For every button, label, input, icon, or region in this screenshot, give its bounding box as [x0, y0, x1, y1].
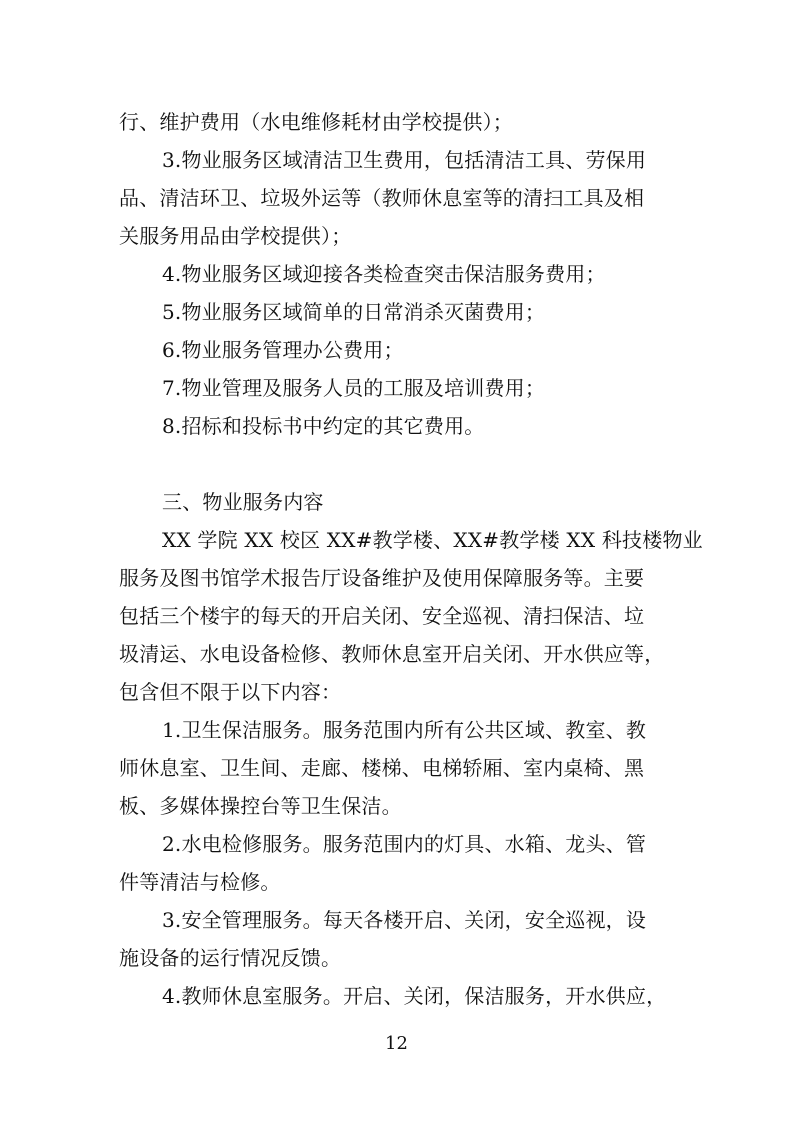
text-line: 3.安全管理服务。每天各楼开启、关闭，安全巡视，设	[162, 908, 647, 932]
text-line: 8.招标和投标书中约定的其它费用。	[162, 414, 485, 438]
text-line: 7.物业管理及服务人员的工服及培训费用；	[162, 376, 546, 400]
text-line: 5.物业服务区域简单的日常消杀灭菌费用；	[162, 300, 546, 324]
page-number: 12	[385, 1033, 408, 1054]
text-line: 6.物业服务管理办公费用；	[162, 338, 404, 362]
text-line: 包含但不限于以下内容：	[119, 680, 342, 704]
text-line: 4.教师休息室服务。开启、关闭，保洁服务，开水供应，	[162, 984, 667, 1008]
text-line: 件等清洁与检修。	[119, 870, 281, 894]
text-line: 品、清洁环卫、垃圾外运等（教师休息室等的清扫工具及相	[119, 186, 645, 210]
text-line: 板、多媒体操控台等卫生保洁。	[119, 794, 402, 818]
text-line: 关服务用品由学校提供）；	[119, 224, 352, 248]
text-line: XX 学院 XX 校区 XX#教学楼、XX#教学楼 XX 科技楼物业	[162, 528, 703, 552]
text-line: 4.物业服务区域迎接各类检查突击保洁服务费用；	[162, 262, 606, 286]
text-line: 圾清运、水电设备检修、教师休息室开启关闭、开水供应等，	[119, 642, 665, 666]
section-heading: 三、物业服务内容	[162, 490, 324, 514]
text-line: 师休息室、卫生间、走廊、楼梯、电梯轿厢、室内桌椅、黑	[119, 756, 645, 780]
text-line: 3.物业服务区域清洁卫生费用，包括清洁工具、劳保用	[162, 148, 647, 172]
text-line: 2.水电检修服务。服务范围内的灯具、水箱、龙头、管	[162, 832, 647, 856]
text-line: 服务及图书馆学术报告厅设备维护及使用保障服务等。主要	[119, 566, 645, 590]
text-line: 施设备的运行情况反馈。	[119, 946, 342, 970]
text-line: 1.卫生保洁服务。服务范围内所有公共区域、教室、教	[162, 718, 647, 742]
text-line: 行、维护费用（水电维修耗材由学校提供）；	[119, 110, 513, 134]
text-line: 包括三个楼宇的每天的开启关闭、安全巡视、清扫保洁、垃	[119, 604, 645, 628]
